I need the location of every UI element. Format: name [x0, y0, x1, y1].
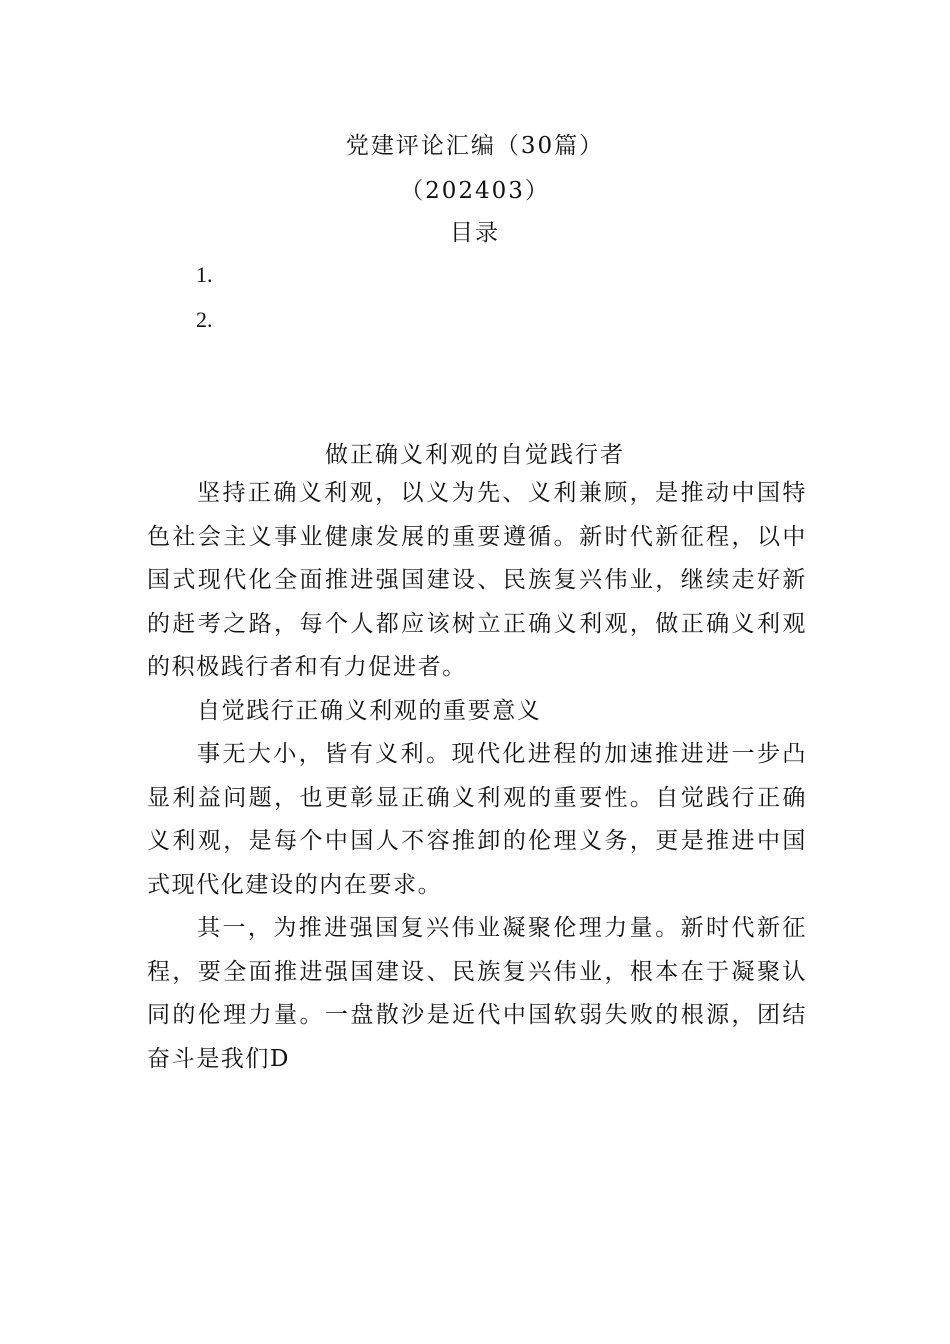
- article-paragraph: 其一，为推进强国复兴伟业凝聚伦理力量。新时代新征程，要全面推进强国建设、民族复兴伟业，根本在于凝聚认同的伦理力量。一盘散沙是近代中国软弱失败的根源，团结奋斗是我们D: [147, 915, 807, 1072]
- section-heading: 自觉践行正确义利观的重要意义: [197, 697, 542, 724]
- toc-item-1: 1.: [196, 262, 213, 287]
- document-subtitle: （202403）: [400, 178, 550, 204]
- article-paragraph: 事无大小，皆有义利。现代化进程的加速推进进一步凸显利益问题，也更彰显正确义利观的重要性。自觉践行正确义利观，是每个中国人不容推卸的伦理义务，更是推进中国式现代化建设的内在要求。: [147, 741, 807, 898]
- article-title: 做正确义利观的自觉践行者: [325, 442, 625, 468]
- article-body: [147, 472, 807, 1081]
- toc-heading: 目录: [450, 220, 500, 246]
- article-paragraph: 坚持正确义利观，以义为先、义利兼顾，是推动中国特色社会主义事业健康发展的重要遵循。新时代新征程，以中国式现代化全面推进强国建设、民族复兴伟业，继续走好新的赶考之路，每个人都应该树立正确义利观，做正确义利观的积极践行者和有力促进者。: [147, 480, 807, 680]
- document-title: 党建评论汇编（30篇）: [345, 133, 605, 159]
- toc-item-2: 2.: [196, 307, 213, 332]
